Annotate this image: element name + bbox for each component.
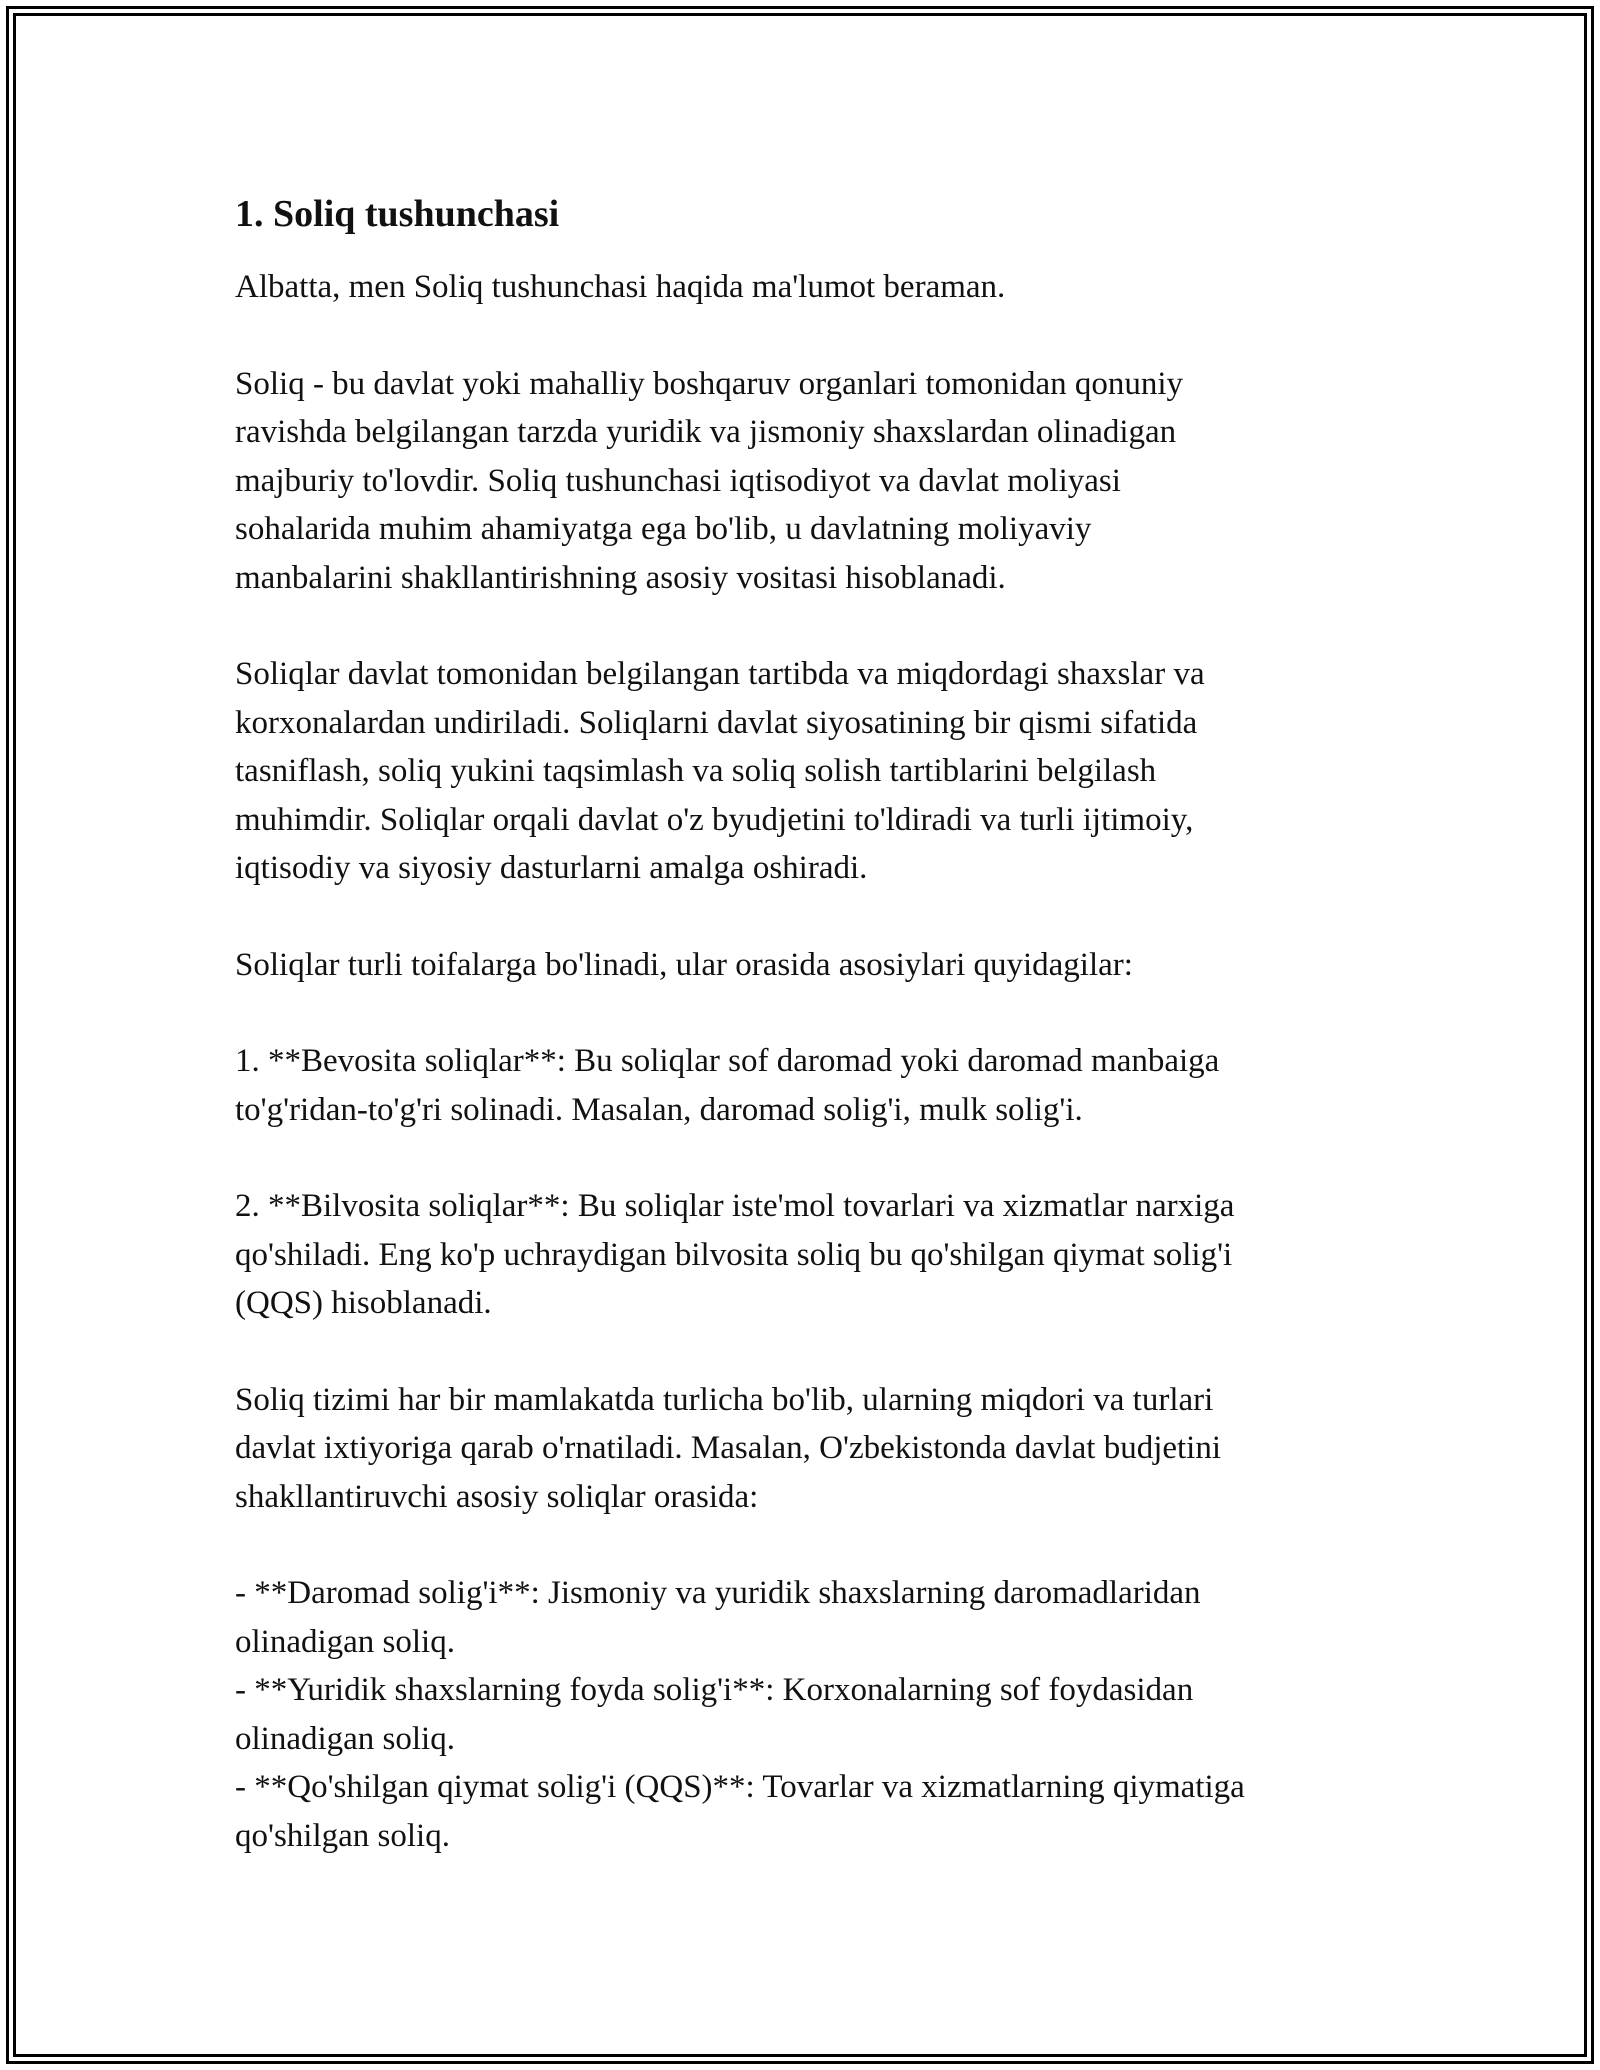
text-line: qo'shiladi. Eng ko'p uchraydigan bilvosita soliq bu qo'shilgan qiymat solig'i — [235, 1236, 1233, 1273]
text-line: Soliq - bu davlat yoki mahalliy boshqaruv organlari tomonidan qonuniy — [235, 365, 1184, 402]
text-line: - **Yuridik shaxslarning foyda solig'i**: Korxonalarning sof foydasidan — [235, 1672, 1194, 1708]
text-line: olinadigan soliq. — [235, 1720, 455, 1757]
document-body — [235, 185, 1385, 1860]
text-line: davlat ixtiyoriga qarab o'rnatiladi. Masalan, O'zbekistonda davlat budjetini — [235, 1430, 1222, 1466]
list-item-indirect-taxes — [235, 1182, 1385, 1328]
text-line: to'g'ridan-to'g'ri solinadi. Masalan, daromad solig'i, mulk solig'i. — [235, 1091, 1083, 1128]
text-line: qo'shilgan soliq. — [235, 1817, 450, 1854]
text-line: Soliqlar turli toifalarga bo'linadi, ular orasida asosiylari quyidagilar: — [235, 946, 1133, 983]
text-line: 1. **Bevosita soliqlar**: Bu soliqlar sof daromad yoki daromad manbaiga — [235, 1043, 1220, 1079]
text-line: sohalarida muhim ahamiyatga ega bo'lib, u davlatning moliyaviy — [235, 511, 1092, 547]
text-line: tasniflash, soliq yukini taqsimlash va soliq solish tartiblarini belgilash — [235, 753, 1157, 789]
text-line: ravishda belgilangan tarzda yuridik va jismoniy shaxslardan olinadigan — [235, 414, 1177, 450]
paragraph-categories-intro — [235, 941, 1385, 990]
bullet-list-main-taxes — [235, 1569, 1385, 1860]
text-line: majburiy to'lovdir. Soliq tushunchasi iqtisodiyot va davlat moliyasi — [235, 462, 1121, 499]
text-line: Soliqlar davlat tomonidan belgilangan tartibda va miqdordagi shaxslar va — [235, 656, 1205, 692]
text-line: - **Qo'shilgan qiymat solig'i (QQS)**: Tovarlar va xizmatlarning qiymatiga — [235, 1769, 1245, 1805]
text-line: muhimdir. Soliqlar orqali davlat o'z byudjetini to'ldiradi va turli ijtimoiy, — [235, 801, 1194, 838]
text-line: Soliq tizimi har bir mamlakatda turlicha bo'lib, ularning miqdori va turlari — [235, 1381, 1214, 1418]
text-line: korxonalardan undiriladi. Soliqlarni davlat siyosatining bir qismi sifatida — [235, 704, 1198, 741]
paragraph-intro — [235, 263, 1385, 312]
paragraph-definition — [235, 360, 1385, 603]
text-line: - **Daromad solig'i**: Jismoniy va yuridik shaxslarning daromadlaridan — [235, 1575, 1201, 1611]
list-item-direct-taxes — [235, 1037, 1385, 1134]
text-line: shakllantiruvchi asosiy soliqlar orasida: — [235, 1478, 759, 1515]
document-heading: 1. Soliq tushunchasi — [235, 193, 560, 235]
text-line: (QQS) hisoblanadi. — [235, 1285, 492, 1321]
text-line: iqtisodiy va siyosiy dasturlarni amalga oshiradi. — [235, 850, 868, 886]
text-line: manbalarini shakllantirishning asosiy vositasi hisoblanadi. — [235, 559, 1006, 596]
text-line: olinadigan soliq. — [235, 1623, 455, 1660]
text-line: 2. **Bilvosita soliqlar**: Bu soliqlar iste'mol tovarlari va xizmatlar narxiga — [235, 1188, 1235, 1224]
paragraph-tax-system — [235, 1376, 1385, 1522]
text-line: Albatta, men Soliq tushunchasi haqida ma'lumot beraman. — [235, 269, 1006, 305]
paragraph-collection — [235, 650, 1385, 893]
